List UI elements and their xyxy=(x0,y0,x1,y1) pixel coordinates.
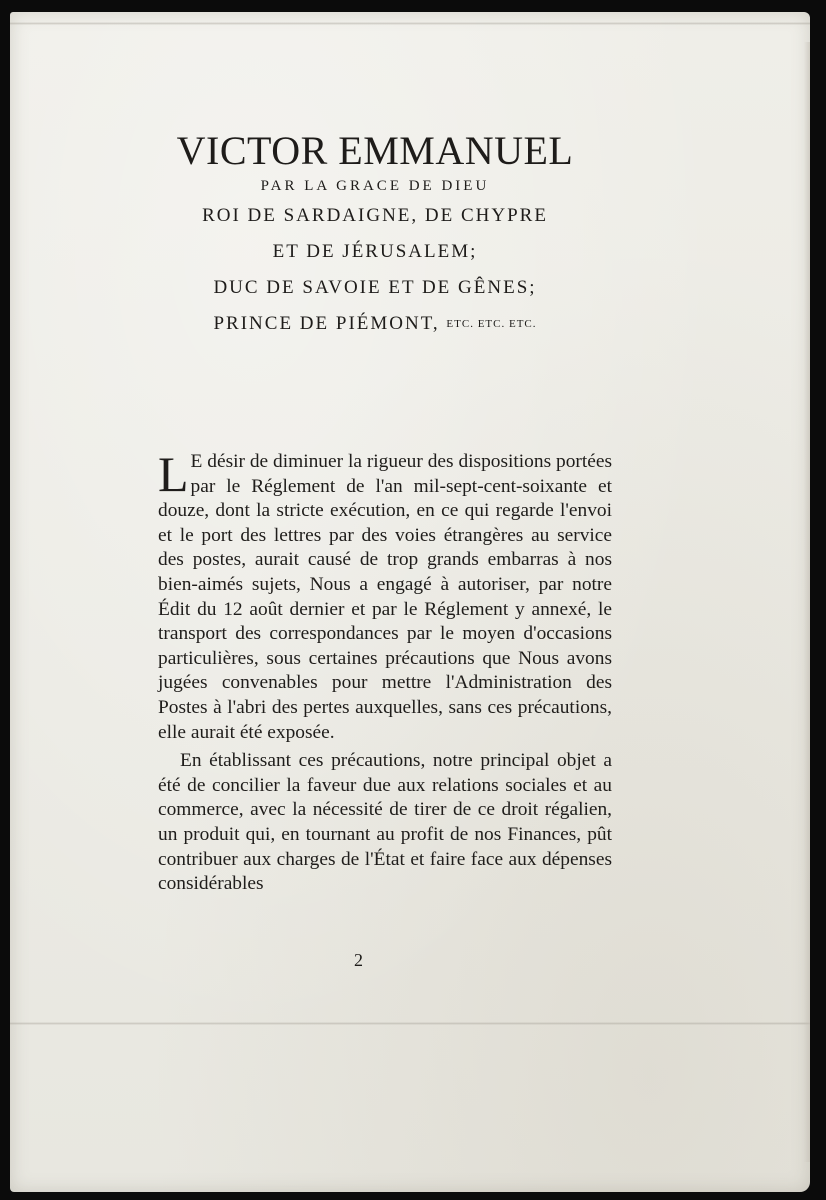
header-etc-suffix: ETC. ETC. ETC. xyxy=(446,318,537,330)
page-edge-shadow xyxy=(804,42,810,1162)
sovereign-name: VICTOR EMMANUEL xyxy=(176,128,574,173)
paragraph-2: En établissant ces précautions, notre principal objet a été de concilier la faveur due aux relations sociales et au commerce, avec la nécessité de tirer de ce droit régalien, un produit qui, en tournant au profit de nos Finances, pût contribuer aux charges de l'État et faire face aux dépenses considérables xyxy=(158,750,612,895)
paragraph-1 xyxy=(158,446,612,745)
paragraph-1-text: E désir de diminuer la rigueur des dispositions portées par le Réglement de l'an mil-sept-cent-soixante et douze, dont la stricte exécution, en ce qui regarde l'envoi et le port des lettres par des voies étrangères au service des postes, aurait causé de trop grands embarras à nos bien-aimés sujets, Nous a engagé à autoriser, par notre Édit du 12 août dernier et par le Réglement y annexé, le transport des correspondances par le moyen d'occasions particulières, sous certaines précautions que Nous avons jugées convenables pour mettre l'Administration des Postes à l'abri des pertes auxquelles, sans ces précautions, elle aurait été exposée. xyxy=(158,451,612,743)
header-grace-line: PAR LA GRACE DE DIEU xyxy=(260,178,490,194)
header-prince-text: PRINCE DE PIÉMONT, xyxy=(213,313,440,334)
header-king-line: ROI DE SARDAIGNE, DE CHYPRE xyxy=(202,205,548,226)
bottom-fold-crease xyxy=(10,1022,810,1025)
header-prince-line xyxy=(130,306,620,342)
top-fold-crease xyxy=(10,22,810,25)
header-jerusalem-line: ET DE JÉRUSALEM; xyxy=(272,241,478,262)
decree-header xyxy=(130,128,620,342)
page-number: 2 xyxy=(354,950,363,970)
drop-cap-letter: L xyxy=(158,446,189,502)
header-duke-line: DUC DE SAVOIE ET DE GÊNES; xyxy=(213,277,537,298)
decree-body xyxy=(158,446,612,897)
